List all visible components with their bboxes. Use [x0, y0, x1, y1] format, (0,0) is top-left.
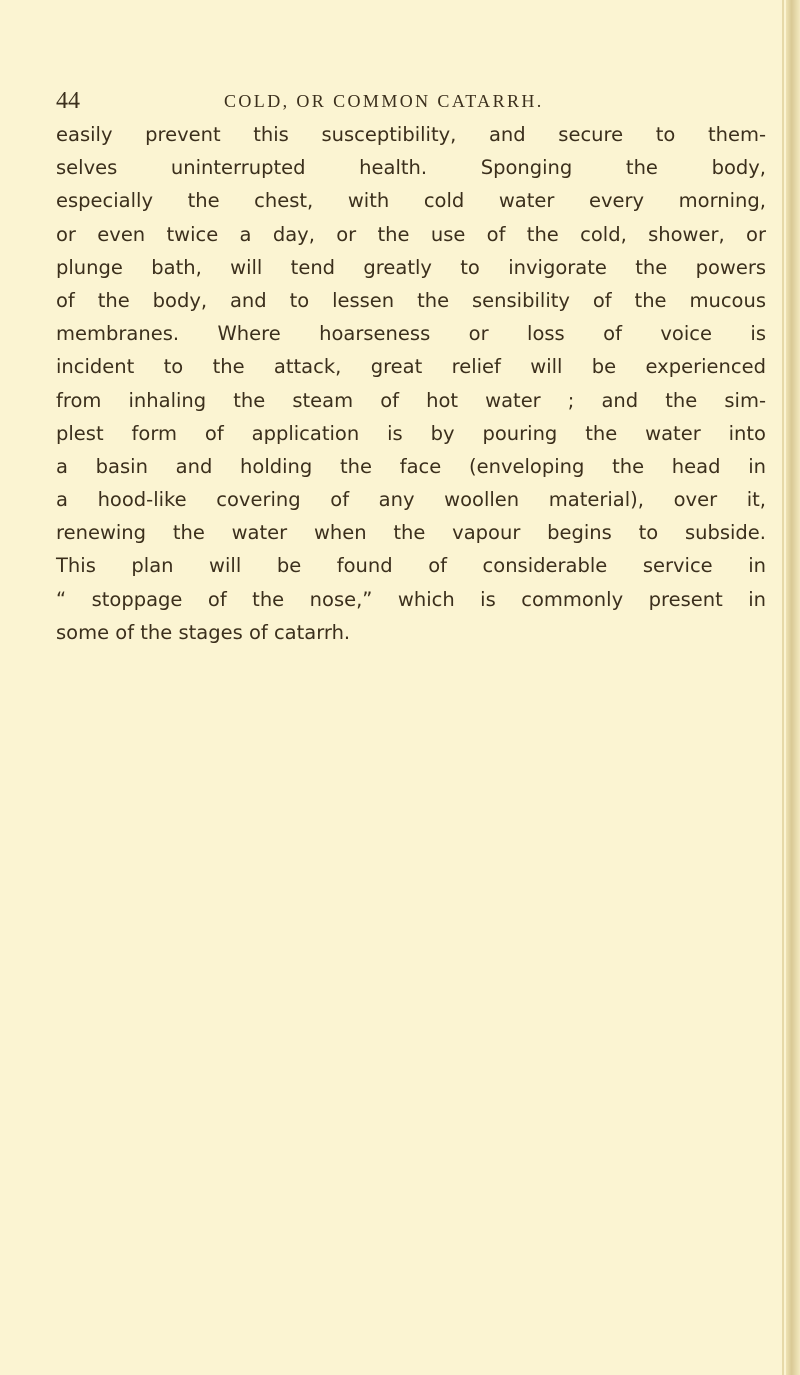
- text-line: or even twice a day, or the use of the cold, shower, or: [56, 222, 766, 246]
- body-text: [56, 118, 766, 649]
- running-header: [56, 88, 766, 118]
- page-edge-line: [782, 0, 784, 1375]
- text-line: some of the stages of catarrh.: [56, 620, 351, 644]
- text-line: “ stoppage of the nose,” which is commonly present in: [56, 587, 766, 611]
- text-line: plunge bath, will tend greatly to invigorate the powers: [56, 255, 766, 279]
- text-line: plest form of application is by pouring the water into: [56, 421, 766, 445]
- text-line: easily prevent this susceptibility, and secure to them-: [56, 123, 766, 146]
- text-line: a hood-like covering of any woollen material), over it,: [56, 488, 766, 512]
- text-line: membranes. Where hoarseness or loss of voice is: [56, 322, 766, 346]
- text-line: from inhaling the steam of hot water ; and the sim-: [56, 388, 766, 412]
- text-line: especially the chest, with cold water every morning,: [56, 189, 766, 213]
- text-line: This plan will be found of considerable service in: [56, 554, 766, 578]
- text-line: of the body, and to lessen the sensibility of the mucous: [56, 288, 766, 312]
- running-title: COLD, OR COMMON CATARRH.: [224, 91, 544, 111]
- text-line: renewing the water when the vapour begins to subside.: [56, 521, 766, 545]
- text-line: selves uninterrupted health. Sponging the body,: [56, 156, 766, 180]
- page-number: 44: [56, 88, 80, 114]
- page-edge-shadow: [786, 0, 800, 1375]
- text-line: a basin and holding the face (enveloping the head in: [56, 454, 766, 478]
- text-line: incident to the attack, great relief will be experienced: [56, 355, 766, 379]
